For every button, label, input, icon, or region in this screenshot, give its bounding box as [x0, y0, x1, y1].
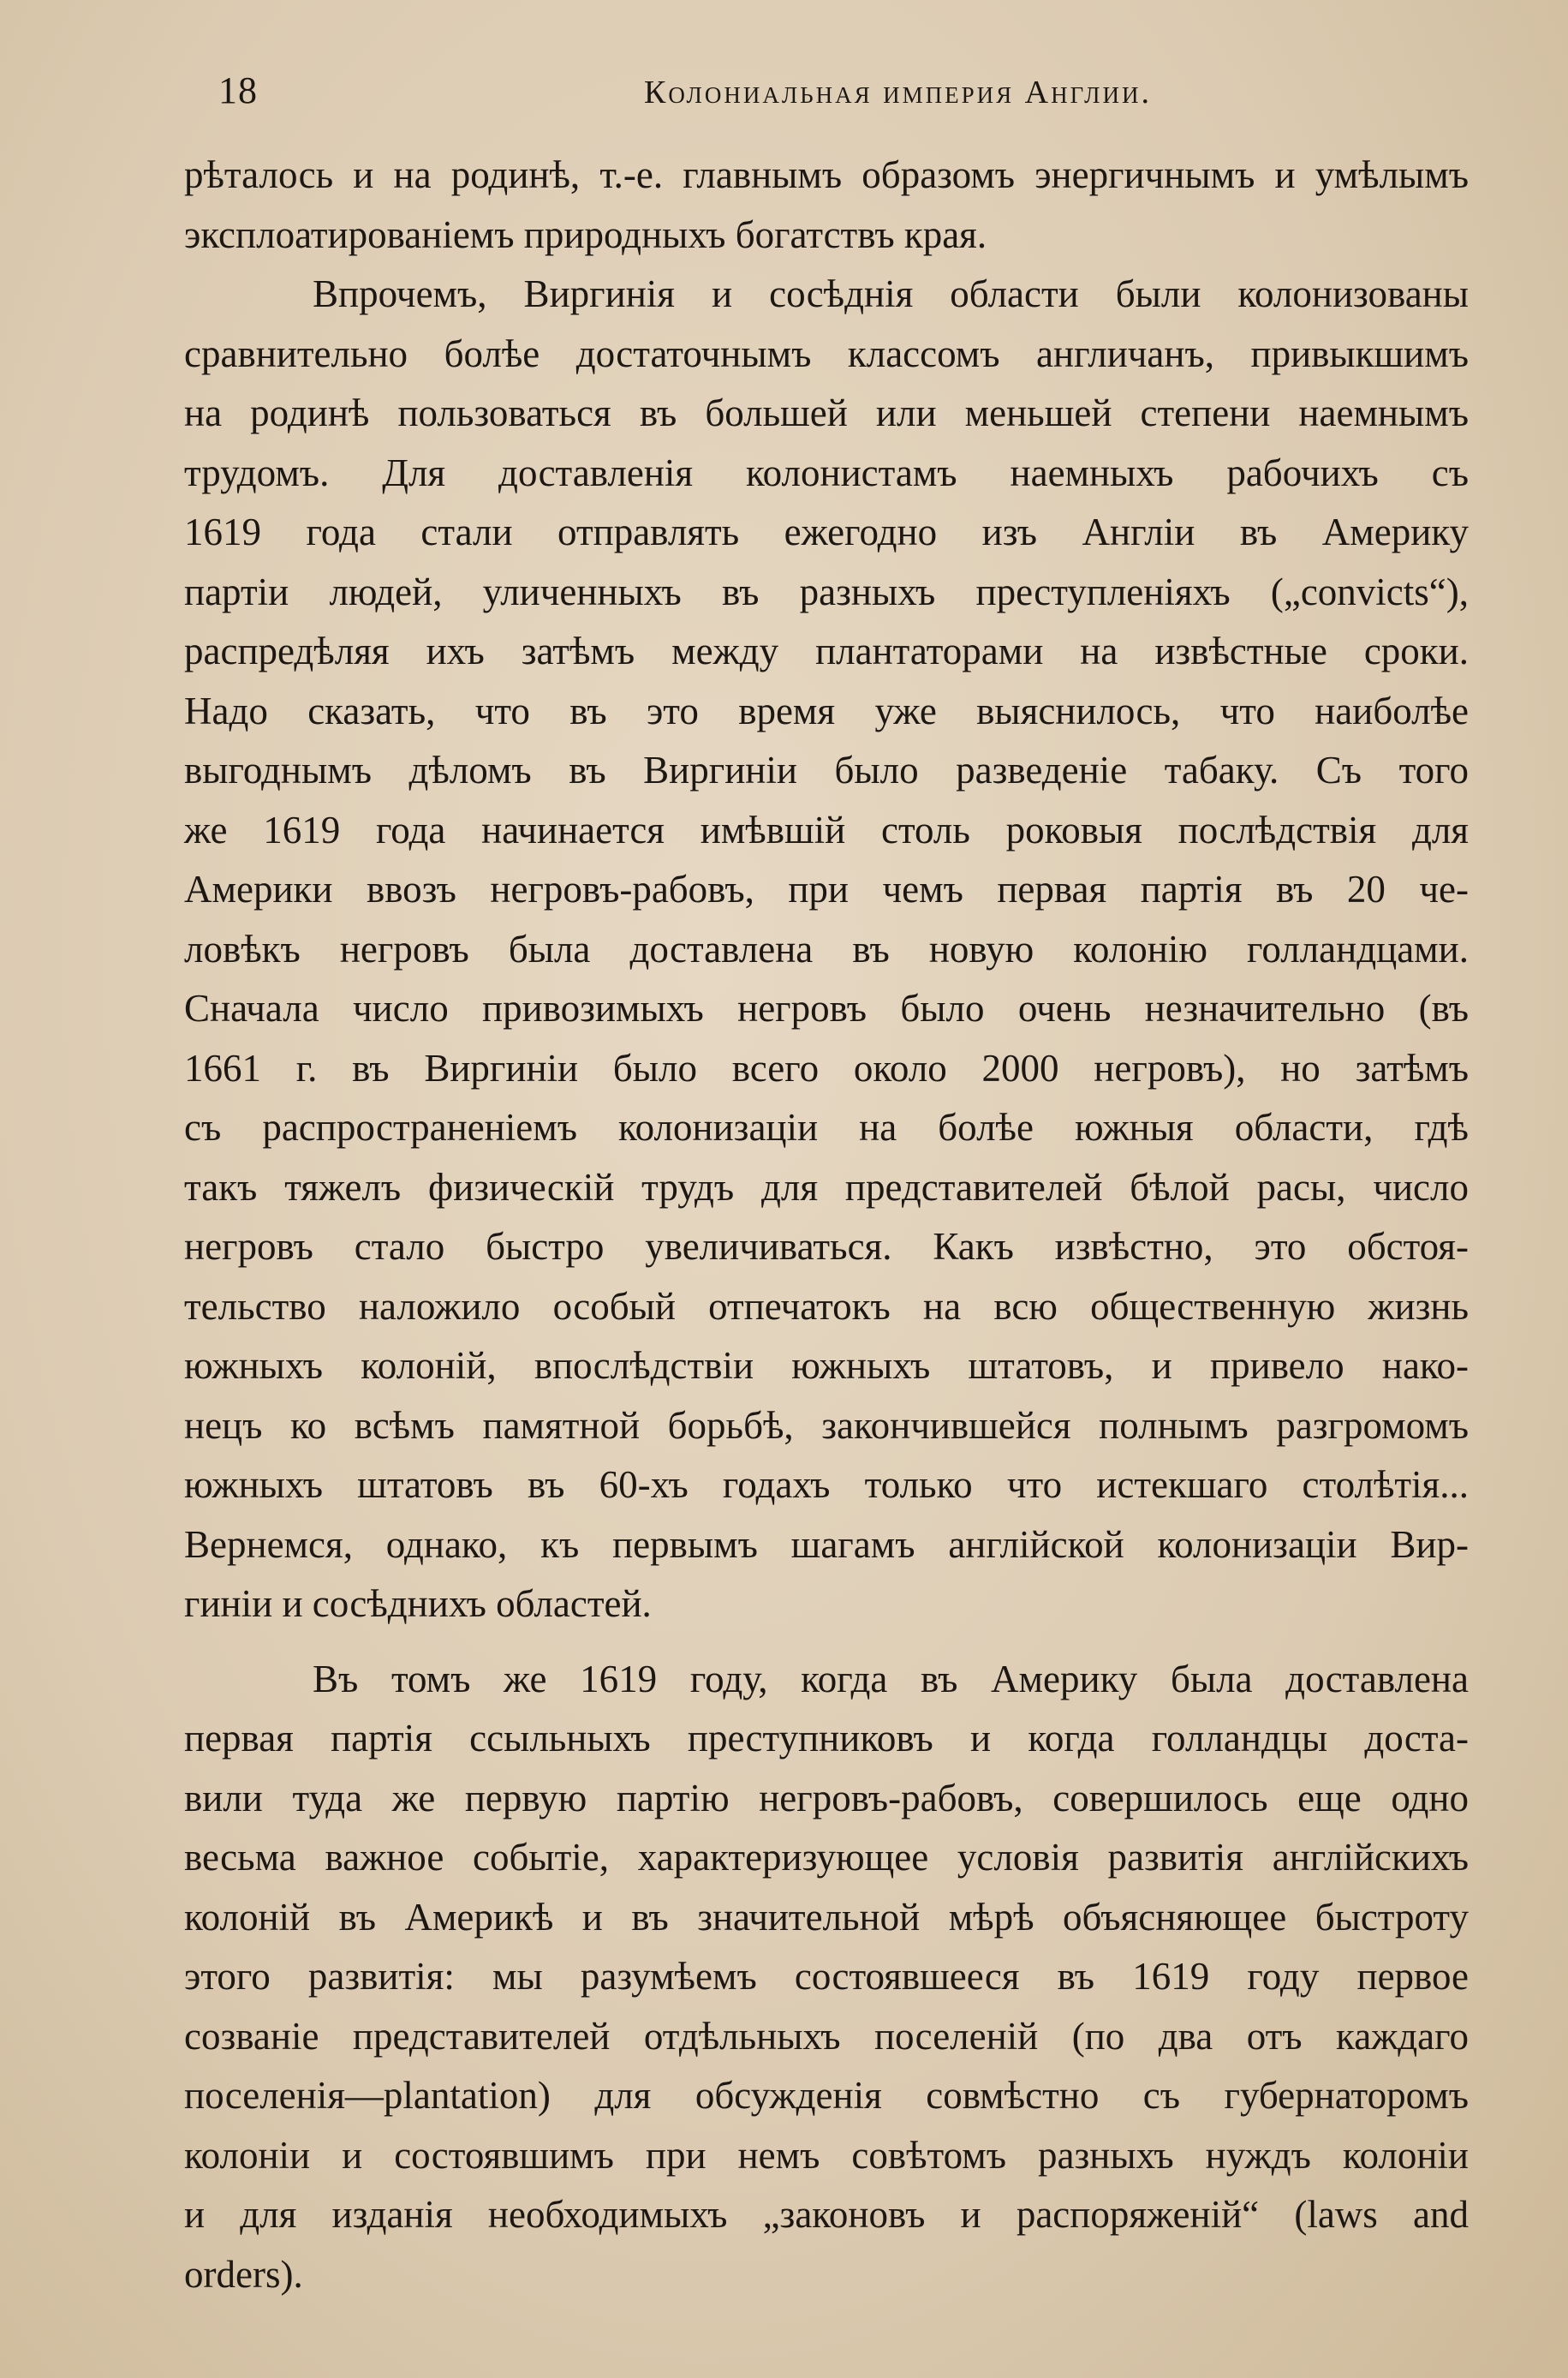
paragraph-gap — [184, 1634, 1469, 1650]
text-line: созваніе представителей отдѣльныхъ поселеній (по два отъ каждаго — [184, 2014, 1469, 2058]
text-line: весьма важное событіе, характеризующее условія развитія англійскихъ — [184, 1836, 1469, 1879]
text-line: эксплоатированіемъ природныхъ богатствъ края. — [184, 212, 987, 256]
text-line: Въ томъ же 1619 году, когда въ Америку была доставлена — [313, 1657, 1469, 1700]
text-line: Сначала число привозимыхъ негровъ было очень незначительно (въ — [184, 987, 1469, 1030]
text-line: южныхъ колоній, впослѣдствіи южныхъ штатовъ, и привело нако- — [184, 1344, 1469, 1387]
text-line: ловѣкъ негровъ была доставлена въ новую колонію голландцами. — [184, 927, 1469, 971]
body-text — [184, 146, 1469, 2304]
text-line: колоній въ Америкѣ и въ значительной мѣрѣ объясняющее быстроту — [184, 1895, 1469, 1939]
text-line: вили туда же первую партію негровъ-рабовъ, совершилось еще одно — [184, 1776, 1469, 1819]
paragraph — [184, 146, 1469, 265]
text-line: Вернемся, однако, къ первымъ шагамъ англійской колонизаціи Вир- — [184, 1522, 1469, 1566]
text-line: сравнительно болѣе достаточнымъ классомъ англичанъ, привыкшимъ — [184, 332, 1469, 375]
text-line: первая партія ссыльныхъ преступниковъ и когда голландцы доста- — [184, 1717, 1469, 1760]
paragraph — [184, 265, 1469, 1634]
running-title: Колониальная империя Англии. — [644, 75, 1152, 111]
text-line: съ распространеніемъ колонизаціи на болѣе южныя области, гдѣ — [184, 1106, 1469, 1149]
text-line: этого развитія: мы разумѣемъ состоявшееся въ 1619 году первое — [184, 1955, 1469, 1998]
text-line: Впрочемъ, Виргинія и сосѣднія области были колонизованы — [313, 272, 1469, 315]
page-number: 18 — [218, 69, 258, 111]
text-line: же 1619 года начинается имѣвшій столь роковыя послѣдствія для — [184, 808, 1469, 851]
text-line: партіи людей, уличенныхъ въ разныхъ преступленіяхъ („convicts“), — [184, 570, 1469, 613]
text-line: рѣталось и на родинѣ, т.-е. главнымъ образомъ энергичнымъ и умѣлымъ — [184, 153, 1469, 196]
text-line: Надо сказать, что въ это время уже выяснилось, что наиболѣе — [184, 689, 1469, 732]
text-line: 1661 г. въ Виргиніи было всего около 2000 негровъ), но затѣмъ — [184, 1046, 1469, 1090]
text-line: выгоднымъ дѣломъ въ Виргиніи было разведеніе табаку. Съ того — [184, 749, 1469, 792]
text-line: гиніи и сосѣднихъ областей. — [184, 1582, 652, 1625]
paragraph — [184, 1650, 1469, 2305]
text-line: Америки ввозъ негровъ-рабовъ, при чемъ первая партія въ 20 че- — [184, 868, 1469, 911]
page-header — [218, 69, 1152, 120]
text-line: колоніи и состоявшимъ при немъ совѣтомъ разныхъ нуждъ колоніи — [184, 2133, 1469, 2177]
text-line: 1619 года стали отправлять ежегодно изъ Англіи въ Америку — [184, 511, 1469, 553]
text-line: нецъ ко всѣмъ памятной борьбѣ, закончившейся полнымъ разгромомъ — [184, 1403, 1469, 1447]
text-line: трудомъ. Для доставленія колонистамъ наемныхъ рабочихъ съ — [184, 451, 1469, 494]
text-line: orders). — [184, 2252, 303, 2296]
text-line: тельство наложило особый отпечатокъ на всю общественную жизнь — [184, 1284, 1469, 1328]
text-line: южныхъ штатовъ въ 60-хъ годахъ только что истекшаго столѣтія... — [184, 1463, 1469, 1506]
text-line: и для изданія необходимыхъ „законовъ и распоряженій“ (laws and — [184, 2193, 1469, 2236]
text-line: распредѣляя ихъ затѣмъ между плантаторами на извѣстные сроки. — [184, 630, 1469, 672]
text-line: такъ тяжелъ физическій трудъ для представителей бѣлой расы, число — [184, 1165, 1469, 1209]
text-line: поселенія—plantation) для обсужденія совмѣстно съ губернаторомъ — [184, 2074, 1469, 2117]
text-line: негровъ стало быстро увеличиваться. Какъ извѣстно, это обстоя- — [184, 1225, 1469, 1268]
text-line: на родинѣ пользоваться въ большей или меньшей степени наемнымъ — [184, 391, 1469, 434]
